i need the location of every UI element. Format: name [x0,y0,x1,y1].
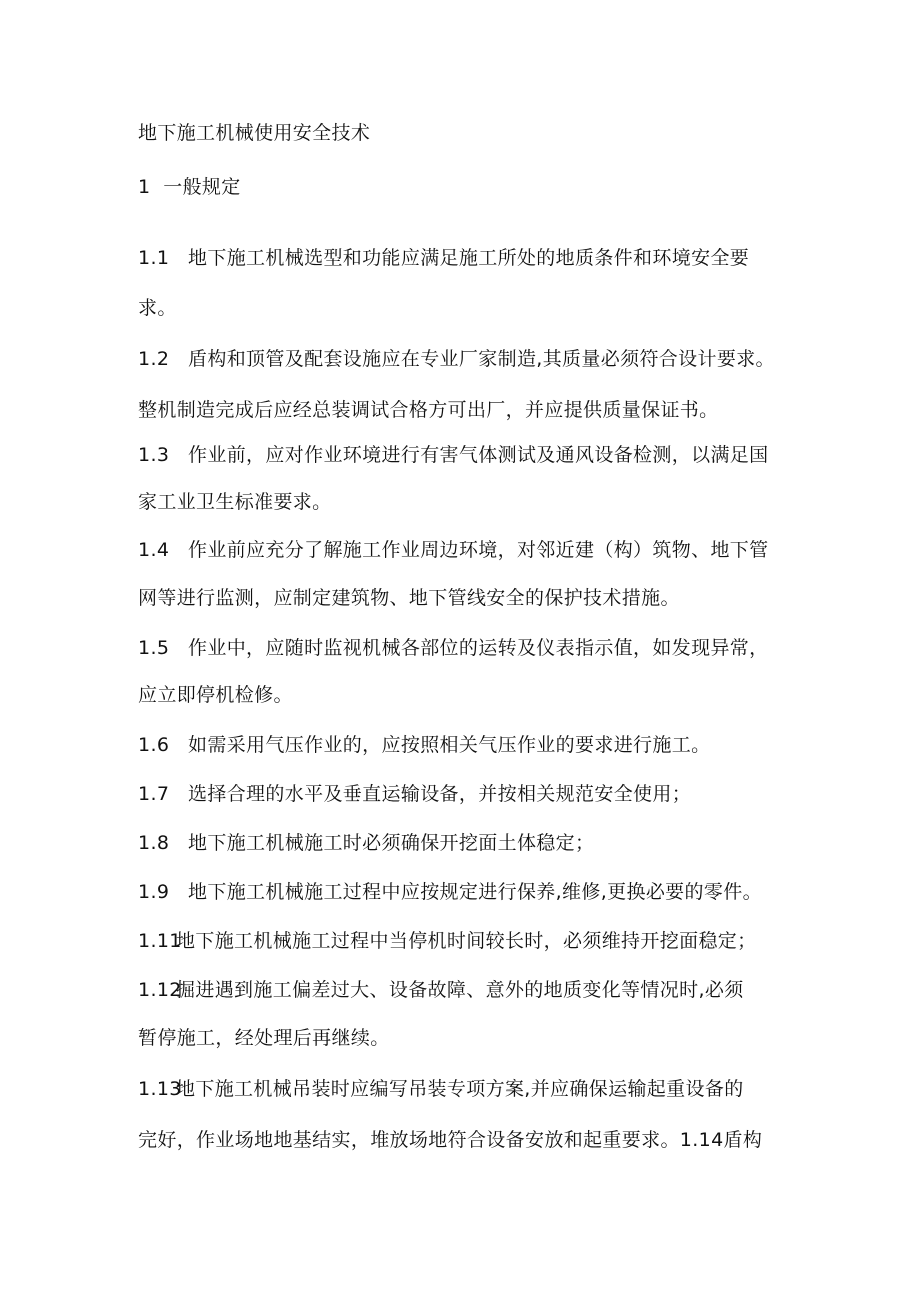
clause-text: 应立即停机检修。 [138,684,293,706]
clause-line [138,443,769,467]
clause-text: 盾构和顶管及配套设施应在专业厂家制造,其质量必须符合设计要求。 [188,348,775,370]
clause-text: 求。 [138,297,177,319]
clause-number: 1.2 [138,348,170,370]
clause-number: 1.13 [138,1078,182,1100]
clause-text: 作业前应充分了解施工作业周边环境，对邻近建（构）筑物、地下管 [188,539,769,561]
clause-line [138,636,769,660]
clause-text: 地下施工机械施工时必须确保开挖面土体稳定； [188,832,595,854]
section-heading [138,175,241,199]
clause-number: 1.1 [138,247,170,269]
clause-number: 1.9 [138,881,170,903]
clause-line [138,296,177,320]
clause-text: 作业前，应对作业环境进行有害气体测试及通风设备检测，以满足国 [188,444,769,466]
clause-text: 完好，作业场地地基结实，堆放场地符合设备安放和起重要求。1.14盾构 [138,1129,763,1151]
clause-number: 1.8 [138,832,170,854]
clause-text: 如需采用气压作业的，应按照相关气压作业的要求进行施工。 [188,734,711,756]
clause-line [138,831,594,855]
clause-number: 1.12 [138,979,182,1001]
clause-text: 地下施工机械施工过程中应按规定进行保养,维修,更换必要的零件。 [188,881,762,903]
clause-text: 地下施工机械吊装时应编写吊装专项方案,并应确保运输起重设备的 [176,1078,744,1100]
clause-line [138,246,749,270]
clause-text: 整机制造完成后应经总装调试合格方可出厂，并应提供质量保证书。 [138,399,719,421]
clause-line [138,1026,390,1050]
clause-line [138,1077,744,1101]
clause-line [138,490,332,514]
clause-number: 1.11 [138,930,182,952]
clause-line [138,683,293,707]
clause-line [138,347,775,371]
clause-number: 1.5 [138,637,170,659]
clause-line [138,733,710,757]
clause-text: 选择合理的水平及垂直运输设备，并按相关规范安全使用； [188,783,692,805]
clause-line [138,978,744,1002]
document-title: 地下施工机械使用安全技术 [138,122,371,144]
clause-line [138,1128,762,1152]
clause-line [138,880,762,904]
clause-number: 1.4 [138,539,170,561]
clause-text: 网等进行监测，应制定建筑物、地下管线安全的保护技术措施。 [138,587,680,609]
clause-text: 家工业卫生标准要求。 [138,491,332,513]
clause-line [138,538,769,562]
clause-number: 1.3 [138,444,170,466]
clause-number: 1.6 [138,734,170,756]
clause-line [138,586,680,610]
clause-text: 掘进遇到施工偏差过大、设备故障、意外的地质变化等情况时,必须 [176,979,744,1001]
clause-text: 地下施工机械选型和功能应满足施工所处的地质条件和环境安全要 [188,247,750,269]
section-number: 1 [138,176,151,198]
clause-number: 1.7 [138,783,170,805]
clause-text: 作业中，应随时监视机械各部位的运转及仪表指示值，如发现异常， [188,637,769,659]
clause-line [138,929,757,953]
clause-line [138,398,719,422]
clause-line [138,782,691,806]
clause-text: 地下施工机械施工过程中当停机时间较长时，必须维持开挖面稳定； [176,930,757,952]
section-title: 一般规定 [163,176,241,198]
clause-text: 暂停施工，经处理后再继续。 [138,1027,390,1049]
